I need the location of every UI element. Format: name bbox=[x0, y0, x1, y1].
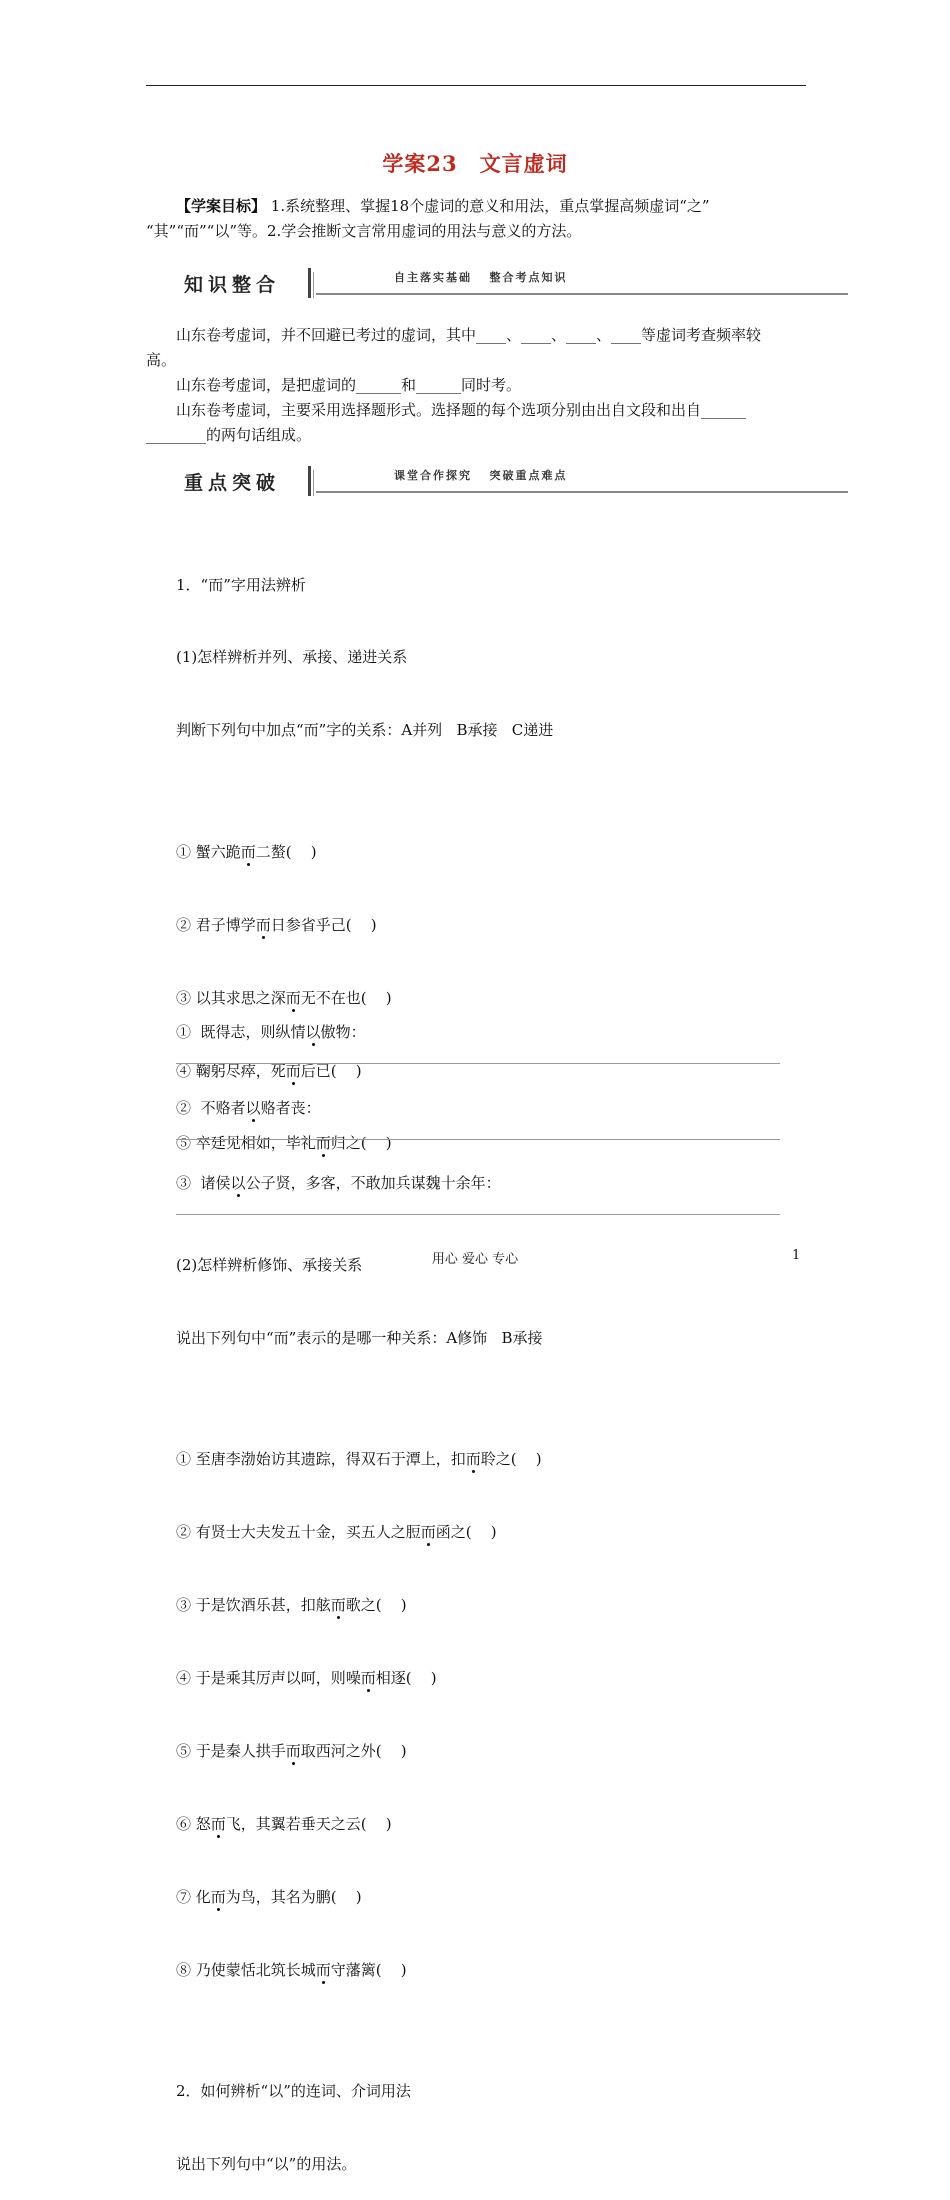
section-label: 重点突破 bbox=[184, 472, 281, 494]
item-text: ③ 诸侯 bbox=[176, 1174, 231, 1192]
item-text: 傲物： bbox=[320, 1023, 366, 1041]
item-text: 歌之( ) bbox=[345, 1596, 407, 1615]
dotted-word: 而 bbox=[330, 1596, 346, 1615]
item-text: ① 蟹六跪 bbox=[176, 842, 241, 861]
dotted-word: 以 bbox=[305, 1023, 321, 1041]
item-text: ③ 于是饮酒乐甚，扣舷 bbox=[176, 1596, 331, 1615]
instruction-1: 判断下列句中加点“而”字的关系：A并列 B承接 C递进 bbox=[176, 721, 554, 740]
answer-line[interactable] bbox=[176, 1063, 780, 1064]
banner-bar-thin bbox=[313, 470, 314, 496]
item-text: 守藩篱( ) bbox=[330, 1960, 407, 1979]
question-item bbox=[176, 1447, 553, 1471]
item-text: ④ 于是乘其厉声以呵，则噪 bbox=[176, 1668, 361, 1687]
section-banner-knowledge bbox=[176, 268, 848, 304]
item-text: ② 有贤士大夫发五十金，买五人之脰 bbox=[176, 1523, 421, 1542]
question-item bbox=[176, 1958, 553, 1982]
dotted-word: 而 bbox=[255, 915, 271, 934]
item-text: ⑤ 于是秦人拱手 bbox=[176, 1741, 286, 1760]
question-item bbox=[176, 1666, 553, 1690]
question-item bbox=[176, 1131, 553, 1155]
footer-text: 用心 爱心 专心 bbox=[431, 1252, 519, 1267]
question-item bbox=[176, 1520, 553, 1544]
question-item bbox=[176, 1739, 553, 1763]
dotted-word: 而 bbox=[465, 1450, 481, 1469]
subheading-er-1: (1)怎样辨析并列、承接、递进关系 bbox=[176, 648, 408, 667]
question-list bbox=[176, 524, 553, 2200]
subheading-er-2: (2)怎样辨析修饰、承接关系 bbox=[176, 1255, 363, 1274]
dotted-word: 而 bbox=[315, 1134, 331, 1153]
title-number: 学案23 bbox=[382, 151, 458, 176]
item-text: 飞，其翼若垂天之云( ) bbox=[225, 1814, 392, 1833]
title-topic: 文言虚词 bbox=[479, 151, 568, 176]
goal-line-1: 1.系统整理、掌握18个虚词的意义和用法，重点掌握高频虚词“之” bbox=[270, 197, 710, 215]
item-text: 归之( ) bbox=[330, 1134, 392, 1153]
instruction-2: 说出下列句中“而”表示的是哪一种关系：A修饰 B承接 bbox=[176, 1328, 543, 1347]
item-text: ③ 以其求思之深 bbox=[176, 988, 286, 1007]
banner-line bbox=[316, 491, 848, 493]
question-item bbox=[176, 1885, 553, 1909]
paragraph-1a: 山东卷考虚词，并不回避已考过的虚词，其中____、____、____、____等虚词考查频率较 bbox=[176, 326, 762, 344]
knowledge-paragraphs bbox=[146, 323, 810, 448]
question-item bbox=[176, 913, 553, 937]
study-goal bbox=[146, 194, 810, 244]
paragraph-2: 山东卷考虚词，是把虚词的______和______同时考。 bbox=[176, 376, 522, 394]
item-text: 函之( ) bbox=[435, 1523, 497, 1542]
section-banner-focus bbox=[176, 466, 848, 502]
dotted-word: 以 bbox=[230, 1174, 246, 1192]
dotted-word: 而 bbox=[210, 1887, 226, 1906]
goal-label: 【学案目标】 bbox=[176, 197, 267, 215]
dotted-word: 而 bbox=[210, 1814, 226, 1833]
answer-line[interactable] bbox=[176, 1214, 780, 1215]
item-text: 日参省乎己( ) bbox=[270, 915, 377, 934]
item-text: ① 既得志，则纵情 bbox=[176, 1023, 306, 1041]
question-group-1 bbox=[176, 791, 553, 1204]
item-text: ① 至唐李渤始访其遗踪，得双石于潭上，扣 bbox=[176, 1450, 466, 1469]
dotted-word: 而 bbox=[285, 988, 301, 1007]
banner-bar bbox=[308, 268, 311, 298]
section-subtitle: 课堂合作探究 突破重点难点 bbox=[394, 469, 568, 482]
item-text: 相逐( ) bbox=[375, 1668, 437, 1687]
dotted-word: 而 bbox=[285, 1741, 301, 1760]
item-text: ⑥ 怒 bbox=[176, 1814, 211, 1833]
question-item bbox=[176, 840, 553, 864]
section-label: 知识整合 bbox=[184, 274, 281, 296]
answer-line[interactable] bbox=[176, 1139, 780, 1140]
question-item bbox=[176, 1096, 321, 1120]
question-item bbox=[176, 986, 553, 1010]
dotted-word: 而 bbox=[360, 1668, 376, 1687]
heading-yi: 2．如何辨析“以”的连词、介词用法 bbox=[176, 2082, 411, 2100]
question-item bbox=[176, 1020, 366, 1044]
item-text: 公子贤，多客，不敢加兵谋魏十余年： bbox=[245, 1174, 501, 1192]
item-text: ⑧ 乃使蒙恬北筑长城 bbox=[176, 1960, 316, 1979]
banner-bar bbox=[308, 466, 311, 496]
dotted-word: 而 bbox=[420, 1523, 436, 1542]
banner-line bbox=[316, 293, 848, 295]
dotted-word: 而 bbox=[285, 1061, 301, 1080]
item-text: 后已( ) bbox=[300, 1061, 362, 1080]
heading-er: 1．“而”字用法辨析 bbox=[176, 575, 306, 594]
question-group-2 bbox=[176, 1399, 553, 2031]
item-text: 为鸟，其名为鹏( ) bbox=[225, 1887, 362, 1906]
page-title bbox=[0, 148, 950, 178]
item-text: ⑦ 化 bbox=[176, 1887, 211, 1906]
item-text: 二螯( ) bbox=[255, 842, 317, 861]
question-item bbox=[176, 1593, 553, 1617]
item-text: ② 君子博学 bbox=[176, 915, 256, 934]
item-text: 聆之( ) bbox=[480, 1450, 542, 1469]
instruction-3: 说出下列句中“以”的用法。 bbox=[176, 2154, 357, 2173]
paragraph-3a: 山东卷考虚词，主要采用选择题形式。选择题的每个选项分别由出自文段和出自______ bbox=[176, 401, 747, 419]
paragraph-1b: 高。 bbox=[146, 351, 177, 369]
item-text: 赂者丧： bbox=[260, 1099, 321, 1117]
item-text: ⑤ 卒廷见相如，毕礼 bbox=[176, 1134, 316, 1153]
dotted-word: 以 bbox=[245, 1099, 261, 1117]
paragraph-3b: ________的两句话组成。 bbox=[146, 426, 312, 444]
dotted-word: 而 bbox=[240, 842, 256, 861]
section-subtitle: 自主落实基础 整合考点知识 bbox=[394, 271, 568, 284]
question-item bbox=[176, 1812, 553, 1836]
item-text: 无不在也( ) bbox=[300, 988, 392, 1007]
dotted-word: 而 bbox=[315, 1960, 331, 1979]
item-text: ② 不赂者 bbox=[176, 1099, 246, 1117]
question-item bbox=[176, 1171, 501, 1195]
goal-line-2: “其”“而”“以”等。2.学会推断文言常用虚词的用法与意义的方法。 bbox=[146, 222, 582, 240]
banner-bar-thin bbox=[313, 272, 314, 298]
header-rule bbox=[146, 85, 806, 86]
page-number: 1 bbox=[792, 1248, 801, 1263]
item-text: ④ 鞠躬尽瘁，死 bbox=[176, 1061, 286, 1080]
item-text: 取西河之外( ) bbox=[300, 1741, 407, 1760]
